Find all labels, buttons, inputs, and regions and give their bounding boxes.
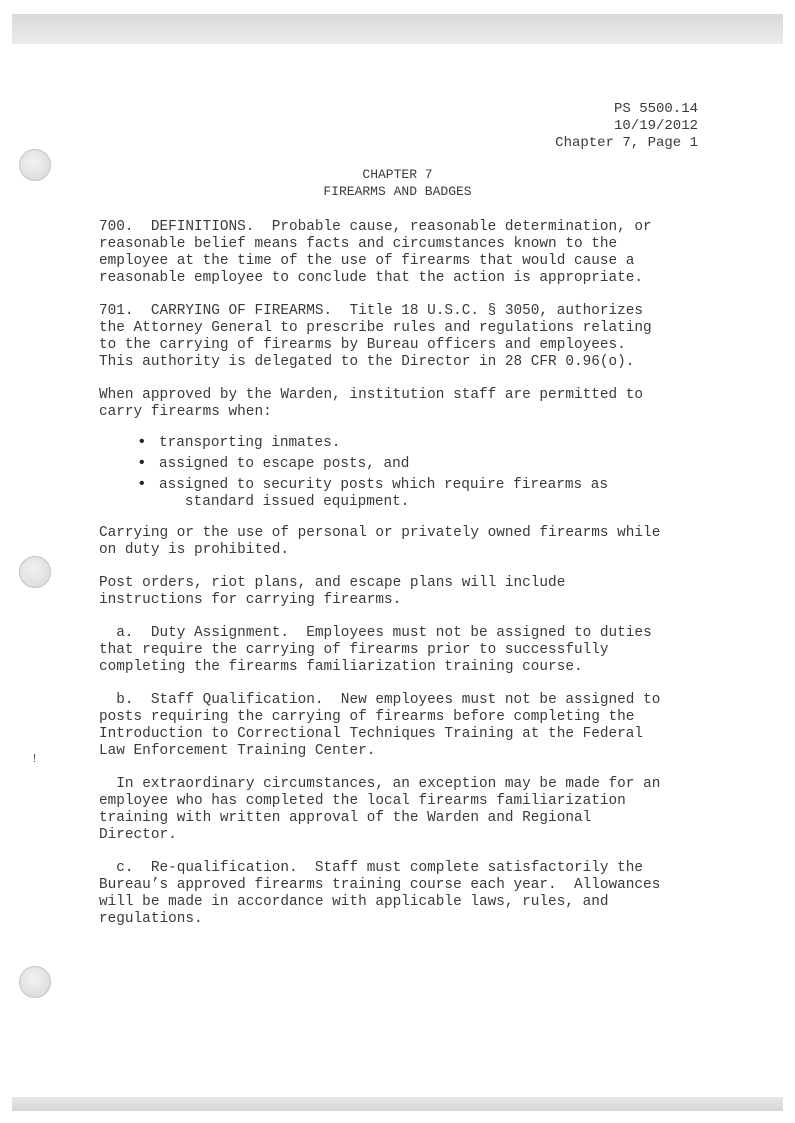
document-header bbox=[555, 101, 698, 152]
personal-firearms-paragraph: Carrying or the use of personal or privately owned firearms while on duty is prohibited. bbox=[99, 525, 661, 558]
list-item: • transporting inmates. bbox=[159, 435, 709, 452]
carry-conditions-list bbox=[99, 435, 709, 511]
list-item: • assigned to security posts which require firearms as standard issued equipment. bbox=[159, 477, 709, 511]
staff-qualification-paragraph: b. Staff Qualification. New employees must not be assigned to posts requiring the carrying of firearms before completing the Introduction to Correctional Techniques Training at the Federal Law Enforcement Training Center. bbox=[99, 692, 661, 759]
requalification-paragraph: c. Re-qualification. Staff must complete satisfactorily the Bureau’s approved firearms training course each year. Allowances will be made in accordance with applicable laws, rules, and regulations. bbox=[99, 860, 661, 927]
approved-carry-paragraph: When approved by the Warden, institution staff are permitted to carry firearms when: bbox=[99, 387, 644, 420]
margin-mark: ! bbox=[31, 752, 39, 766]
policy-date: 10/19/2012 bbox=[613, 118, 698, 134]
extraordinary-circumstances-paragraph: In extraordinary circumstances, an exception may be made for an employee who has completed the local firearms familiarization training with written approval of the Warden and Regional Director. bbox=[99, 776, 661, 843]
section-701-carrying-firearms: 701. CARRYING OF FIREARMS. Title 18 U.S.C. § 3050, authorizes the Attorney General to prescribe rules and regulations relating to the carrying of firearms by Bureau officers and employees. This authority is delegated to the Director in 28 CFR 0.96(o). bbox=[99, 303, 652, 370]
chapter-number: CHAPTER 7 bbox=[362, 167, 433, 182]
chapter-page: Chapter 7, Page 1 bbox=[555, 135, 698, 151]
chapter-title bbox=[0, 166, 795, 200]
chapter-heading: FIREARMS AND BADGES bbox=[323, 184, 472, 199]
section-700-definitions: 700. DEFINITIONS. Probable cause, reasonable determination, or reasonable belief means facts and circumstances known to the employee at the time of the use of firearms that would cause a reasonable employee to conclude that the action is appropriate. bbox=[99, 219, 652, 286]
list-item: • assigned to escape posts, and bbox=[159, 456, 709, 473]
scan-edge-top bbox=[12, 14, 783, 44]
punch-hole-middle bbox=[19, 556, 51, 588]
punch-hole-bottom bbox=[19, 966, 51, 998]
policy-number: PS 5500.14 bbox=[613, 101, 698, 117]
duty-assignment-paragraph: a. Duty Assignment. Employees must not be assigned to duties that require the carrying of firearms prior to successfully completing the firearms familiarization training course. bbox=[99, 625, 652, 675]
scan-edge-bottom bbox=[12, 1097, 783, 1111]
post-orders-paragraph: Post orders, riot plans, and escape plans will include instructions for carrying firearms. bbox=[99, 575, 566, 608]
document-body bbox=[99, 219, 709, 944]
